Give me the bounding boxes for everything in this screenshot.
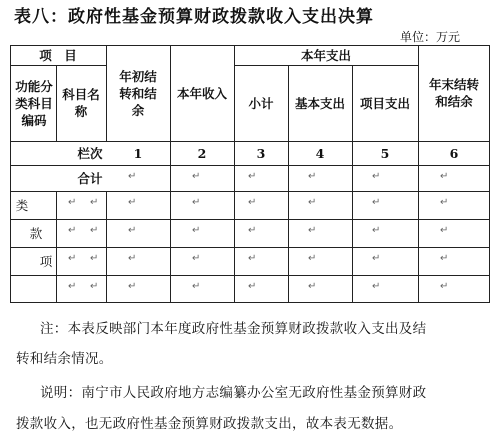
paragraph-mark: ↵ (128, 281, 137, 292)
header-subject-name: 科目名称 (62, 87, 100, 119)
paragraph-mark: ↵ (308, 253, 317, 264)
paragraph-mark: ↵ (440, 197, 449, 208)
note-line: 转和结余情况。 (16, 351, 113, 367)
paragraph-mark: ↵ (440, 171, 449, 182)
paragraph-mark: ↵ (372, 225, 381, 236)
category-label-kuan: 款 (29, 225, 43, 241)
header-basic-spend: 基本支出 (294, 95, 345, 111)
page-title: 表八：政府性基金预算财政拨款收入支出决算 (14, 7, 374, 27)
header-spend-group: 本年支出 (300, 47, 351, 63)
header-end-balance: 年末结转和结余 (428, 77, 479, 109)
table-rule (418, 45, 419, 303)
paragraph-mark: ↵ (372, 281, 381, 292)
paragraph-mark: ↵ (192, 171, 201, 182)
paragraph-mark: ↵ (90, 281, 99, 292)
paragraph-mark: ↵ (372, 253, 381, 264)
paragraph-mark: ↵ (308, 171, 317, 182)
table-rule (106, 191, 107, 303)
header-function-code: 功能分类科目编码 (15, 78, 53, 128)
paragraph-mark: ↵ (248, 197, 257, 208)
paragraph-mark: ↵ (192, 253, 201, 264)
unit-label: 单位：万元 (399, 30, 460, 44)
paragraph-mark: ↵ (440, 281, 449, 292)
paragraph-mark: ↵ (128, 225, 137, 236)
header-item: 项 目 (39, 47, 77, 63)
table-rule (56, 65, 57, 141)
paragraph-mark: ↵ (90, 197, 99, 208)
note-line: 注：本表反映部门本年度政府性基金预算财政拨款收入支出及结 (40, 321, 427, 337)
paragraph-mark: ↵ (308, 225, 317, 236)
header-subtotal: 小计 (248, 95, 274, 111)
column-index-cell: 1 (133, 145, 143, 161)
paragraph-mark: ↵ (372, 171, 381, 182)
column-index-label: 栏次 (77, 145, 103, 161)
paragraph-mark: ↵ (192, 197, 201, 208)
paragraph-mark: ↵ (248, 171, 257, 182)
paragraph-mark: ↵ (68, 281, 77, 292)
paragraph-mark: ↵ (248, 281, 257, 292)
paragraph-mark: ↵ (372, 197, 381, 208)
paragraph-mark: ↵ (68, 197, 77, 208)
paragraph-mark: ↵ (308, 281, 317, 292)
header-begin-balance: 年初结转和结余 (119, 68, 157, 118)
header-income: 本年收入 (176, 85, 227, 101)
column-index-cell: 2 (197, 145, 207, 161)
column-index-cell: 4 (315, 145, 325, 161)
explanation-line: 拨款收入，也无政府性基金预算财政拨款支出，故本表无数据。 (16, 416, 403, 432)
paragraph-mark: ↵ (128, 171, 137, 182)
category-label-lei: 类 (15, 197, 29, 213)
category-label-xiang: 项 (39, 253, 53, 269)
paragraph-mark: ↵ (192, 281, 201, 292)
paragraph-mark: ↵ (90, 225, 99, 236)
paragraph-mark: ↵ (68, 225, 77, 236)
paragraph-mark: ↵ (308, 197, 317, 208)
column-index-cell: 6 (449, 145, 459, 161)
explanation-line: 说明：南宁市人民政府地方志编纂办公室无政府性基金预算财政 (40, 385, 427, 401)
paragraph-mark: ↵ (192, 225, 201, 236)
paragraph-mark: ↵ (248, 225, 257, 236)
paragraph-mark: ↵ (128, 253, 137, 264)
column-index-cell: 5 (380, 145, 390, 161)
paragraph-mark: ↵ (90, 253, 99, 264)
column-index-cell: 3 (256, 145, 266, 161)
fund-budget-table (10, 45, 490, 303)
table-border-right (489, 45, 490, 303)
paragraph-mark: ↵ (128, 197, 137, 208)
paragraph-mark: ↵ (68, 253, 77, 264)
header-project-spend: 项目支出 (359, 95, 410, 111)
paragraph-mark: ↵ (440, 225, 449, 236)
total-row-label: 合计 (77, 170, 103, 186)
table-rule (106, 45, 107, 141)
paragraph-mark: ↵ (248, 253, 257, 264)
paragraph-mark: ↵ (440, 253, 449, 264)
